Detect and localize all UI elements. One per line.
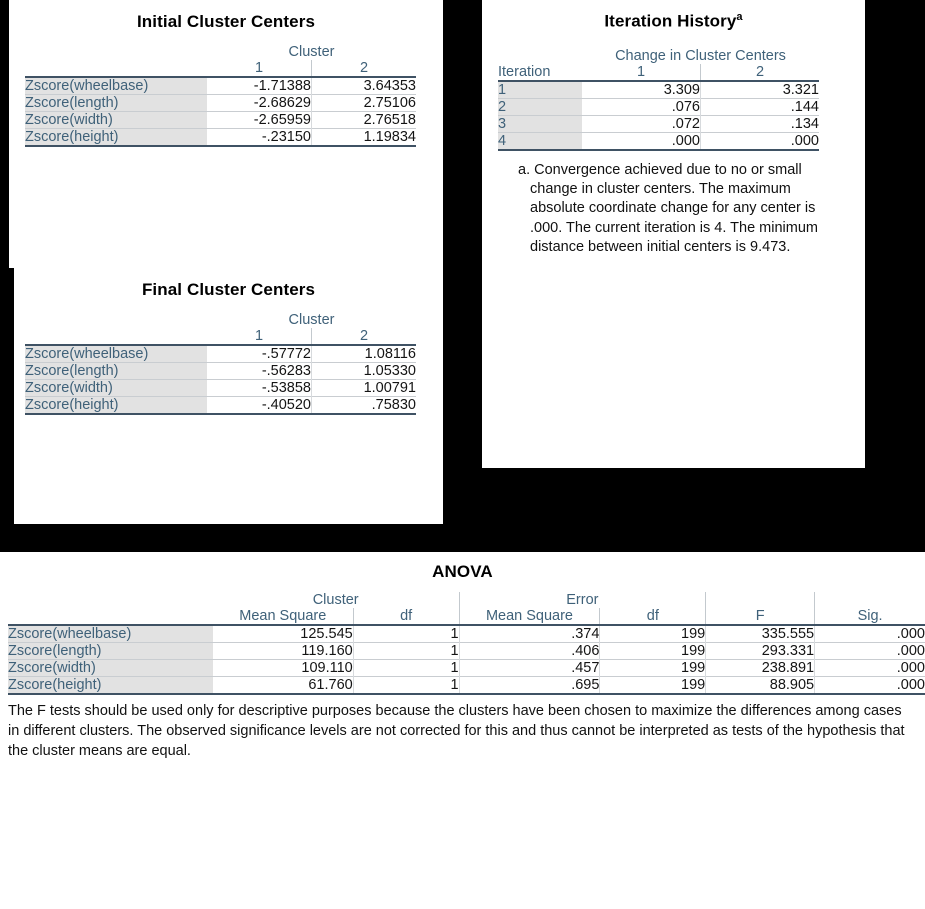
cell-value: 109.110	[213, 660, 353, 677]
table-row	[25, 397, 416, 415]
initial-cluster-centers-panel	[9, 0, 443, 268]
cell-value: 119.160	[213, 643, 353, 660]
column-header-cluster-1: 1	[254, 328, 264, 344]
column-header-change-2: 2	[701, 64, 820, 81]
row-label: Zscore(wheelbase)	[25, 77, 207, 95]
cell-value: 3.309	[582, 81, 701, 99]
initial-cluster-centers-table	[25, 44, 416, 147]
cell-value: 335.555	[706, 625, 815, 643]
row-label: Zscore(wheelbase)	[25, 345, 207, 363]
row-label: 1	[498, 81, 582, 99]
column-header-error-df: df	[600, 608, 706, 625]
column-header-error-mean-square: Mean Square	[459, 608, 600, 625]
final-cluster-centers-panel	[14, 266, 443, 524]
table-row	[25, 345, 416, 363]
cell-value: -.53858	[207, 380, 312, 397]
table-header-group-row	[498, 48, 819, 64]
cell-value: .134	[701, 115, 820, 132]
cell-value: 1.05330	[312, 363, 417, 380]
column-group-header-cluster: Cluster	[312, 592, 359, 608]
cell-value: 199	[600, 660, 706, 677]
column-group-header-cluster: Cluster	[288, 312, 335, 328]
cell-value: 88.905	[706, 677, 815, 695]
column-header-f: F	[706, 608, 815, 625]
table-header-column-row	[25, 60, 416, 77]
table-row	[8, 625, 925, 643]
cell-value: .75830	[312, 397, 417, 415]
table-row	[498, 132, 819, 150]
row-label: 3	[498, 115, 582, 132]
iteration-history-title	[482, 0, 865, 32]
cell-value: -2.65959	[207, 112, 312, 129]
cell-value: 2.75106	[312, 95, 417, 112]
column-header-cluster-df: df	[353, 608, 459, 625]
table-row	[8, 677, 925, 695]
table-header-group-row	[25, 312, 416, 328]
cell-value: -.40520	[207, 397, 312, 415]
row-label: Zscore(width)	[8, 660, 213, 677]
cell-value: .406	[459, 643, 600, 660]
table-row	[498, 98, 819, 115]
stub-header-blank	[25, 312, 207, 328]
row-label: 2	[498, 98, 582, 115]
table-row	[25, 77, 416, 95]
column-group-header-change-in-cluster-centers: Change in Cluster Centers	[615, 47, 786, 64]
stub-header-blank	[8, 592, 213, 608]
column-group-header-cluster: Cluster	[288, 44, 335, 60]
iteration-history-footnote: a. Convergence achieved due to no or small change in cluster centers. The maximum absolute coordinate change for any center is .000. The current iteration is 4. The minimum distance between initial centers is 9.473.	[518, 161, 818, 255]
cell-value: 2.76518	[312, 112, 417, 129]
final-cluster-centers-title: Final Cluster Centers	[141, 280, 316, 299]
cell-value: -1.71388	[207, 77, 312, 95]
cell-value: -.56283	[207, 363, 312, 380]
iteration-history-title-text: Iteration History	[604, 11, 737, 31]
cell-value: 199	[600, 625, 706, 643]
table-row	[498, 115, 819, 132]
cell-value: 1.19834	[312, 129, 417, 147]
row-label: Zscore(height)	[8, 677, 213, 695]
table-row	[25, 363, 416, 380]
cell-value: .695	[459, 677, 600, 695]
cell-value: .374	[459, 625, 600, 643]
row-label: Zscore(height)	[25, 129, 207, 147]
cell-value: 238.891	[706, 660, 815, 677]
table-header-group-row	[8, 592, 925, 608]
stub-header-blank	[25, 44, 207, 60]
column-header-cluster-1: 1	[254, 60, 264, 76]
cell-value: .000	[701, 132, 820, 150]
cell-value: 1	[353, 625, 459, 643]
cell-value: 1.00791	[312, 380, 417, 397]
cell-value: 3.321	[701, 81, 820, 99]
cell-value: .000	[582, 132, 701, 150]
row-label: Zscore(length)	[8, 643, 213, 660]
column-header-cluster-2: 2	[312, 328, 417, 345]
anova-panel	[0, 552, 925, 909]
initial-cluster-centers-title: Initial Cluster Centers	[136, 12, 315, 31]
table-row	[25, 380, 416, 397]
cell-value: 1.08116	[312, 345, 417, 363]
row-label: Zscore(width)	[25, 112, 207, 129]
table-row	[8, 660, 925, 677]
iteration-history-table	[498, 48, 819, 151]
cell-value: -.57772	[207, 345, 312, 363]
iteration-history-panel	[482, 0, 865, 468]
column-header-cluster-mean-square: Mean Square	[239, 608, 327, 624]
row-label: Zscore(width)	[25, 380, 207, 397]
cell-value: 1	[353, 643, 459, 660]
cell-value: 199	[600, 677, 706, 695]
anova-footnote: The F tests should be used only for descriptive purposes because the clusters have been chosen to maximize the differences among cases in different clusters. The observed significance levels are not corrected for this and thus cannot be interpreted as tests of the hypothesis that the cluster means are equal.	[8, 703, 905, 759]
row-label: 4	[498, 132, 582, 150]
stub-header-iteration: Iteration	[498, 63, 551, 80]
column-group-header-f-blank	[706, 592, 815, 608]
table-row	[498, 81, 819, 99]
column-header-sig: Sig.	[815, 608, 925, 625]
table-row	[25, 129, 416, 147]
cell-value: .000	[815, 643, 925, 660]
table-header-column-row	[8, 608, 925, 625]
table-header-group-row	[25, 44, 416, 60]
cell-value: 1	[353, 660, 459, 677]
cell-value: 1	[353, 677, 459, 695]
anova-table	[8, 592, 925, 695]
final-cluster-centers-table	[25, 312, 416, 415]
stub-header-blank-2	[25, 328, 207, 345]
row-label: Zscore(wheelbase)	[8, 625, 213, 643]
row-label: Zscore(length)	[25, 363, 207, 380]
stub-header-blank	[498, 48, 582, 64]
cell-value: .072	[582, 115, 701, 132]
cell-value: 199	[600, 643, 706, 660]
cell-value: .457	[459, 660, 600, 677]
column-header-change-1: 1	[636, 63, 646, 80]
cell-value: -.23150	[207, 129, 312, 147]
table-row	[25, 95, 416, 112]
cell-value: .000	[815, 677, 925, 695]
cell-value: .000	[815, 625, 925, 643]
cell-value: .076	[582, 98, 701, 115]
table-row	[8, 643, 925, 660]
stub-header-blank-2	[25, 60, 207, 77]
table-header-column-row	[498, 64, 819, 81]
table-row	[25, 112, 416, 129]
anova-title: ANOVA	[432, 562, 493, 581]
row-label: Zscore(height)	[25, 397, 207, 415]
cell-value: 293.331	[706, 643, 815, 660]
column-group-header-sig-blank	[815, 592, 925, 608]
cell-value: -2.68629	[207, 95, 312, 112]
cell-value: 3.64353	[312, 77, 417, 95]
cell-value: .000	[815, 660, 925, 677]
row-label: Zscore(length)	[25, 95, 207, 112]
stub-header-blank-2	[8, 608, 213, 625]
column-group-header-error: Error	[459, 592, 706, 608]
table-header-column-row	[25, 328, 416, 345]
cell-value: 61.760	[213, 677, 353, 695]
cell-value: .144	[701, 98, 820, 115]
column-header-cluster-2: 2	[312, 60, 417, 77]
cell-value: 125.545	[213, 625, 353, 643]
iteration-history-title-superscript: a	[736, 11, 743, 23]
